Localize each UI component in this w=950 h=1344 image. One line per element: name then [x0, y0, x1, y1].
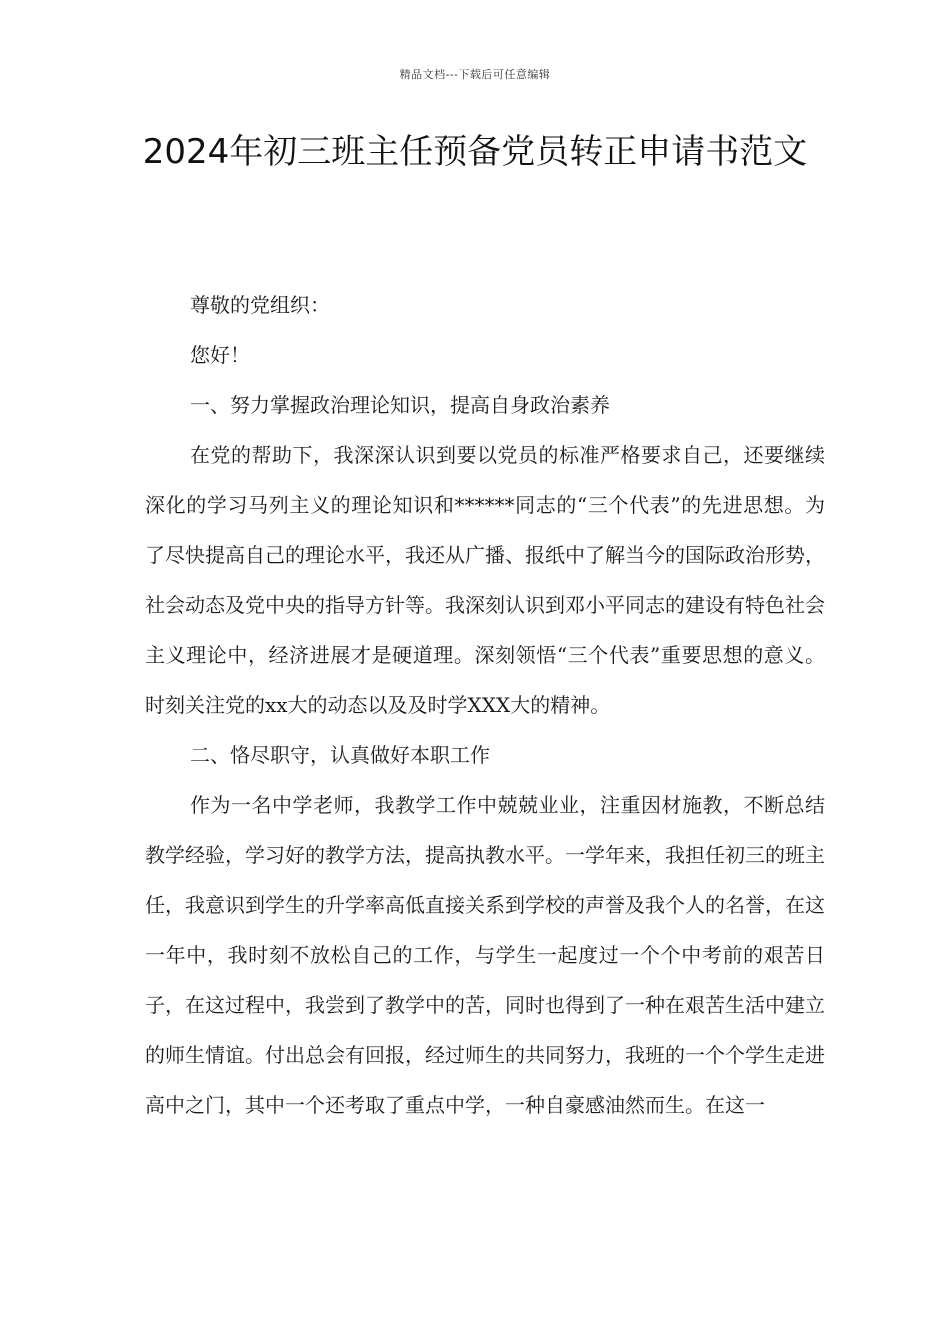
section-heading-2: 二、恪尽职守，认真做好本职工作: [190, 743, 490, 767]
document-title: 2024年初三班主任预备党员转正申请书范文: [142, 132, 808, 172]
section-body-2: 作为一名中学老师，我教学工作中兢兢业业，注重因材施教，不断总结教学经验，学习好的教学方法，提高执教水平。一学年来，我担任初三的班主任，我意识到学生的升学率高低直接关系到学校的声誉及我个人的名誉，在这一年中，我时刻不放松自己的工作，与学生一起度过一个个中考前的艰苦日子，在这过程中，我尝到了教学中的苦，同时也得到了一种在艰苦生活中建立的师生情谊。付出总会有回报，经过师生的共同努力，我班的一个个学生走进高中之门，其中一个还考取了重点中学，一种自豪感油然而生。在这一: [145, 793, 825, 1117]
document-body: [145, 280, 825, 1130]
section-body-1: 在党的帮助下，我深深认识到要以党员的标准严格要求自己，还要继续深化的学习马列主义的理论知识和******同志的“三个代表”的先进思想。为了尽快提高自己的理论水平，我还从广播、报纸中了解当今的国际政治形势，社会动态及党中央的指导方针等。我深刻认识到邓小平同志的建设有特色社会主义理论中，经济进展才是硬道理。深刻领悟“三个代表”重要思想的意义。时刻关注党的xx大的动态以及及时学XXX大的精神。: [145, 443, 825, 717]
greeting: 您好！: [190, 343, 250, 367]
section-heading-1: 一、努力掌握政治理论知识，提高自身政治素养: [190, 393, 610, 417]
salutation: 尊敬的党组织：: [190, 293, 330, 317]
header-note: 精品文档---下载后可任意编辑: [399, 68, 551, 81]
